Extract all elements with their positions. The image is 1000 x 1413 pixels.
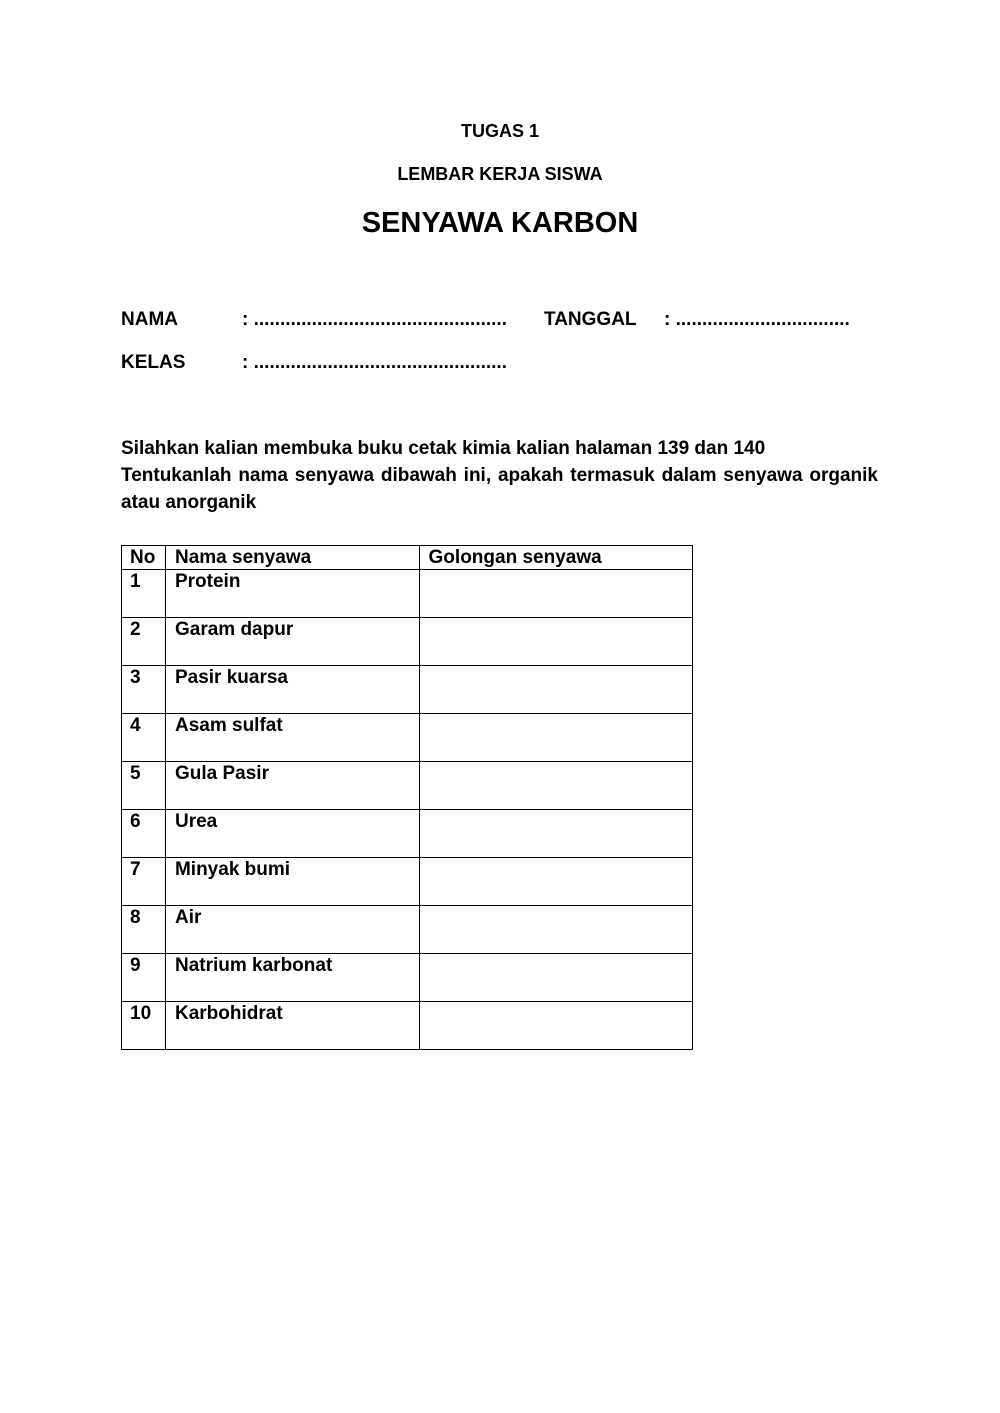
table-row xyxy=(122,954,693,1002)
kelas-field[interactable]: : ................................................ xyxy=(242,352,507,373)
table-row xyxy=(122,618,693,666)
page-title: SENYAWA KARBON xyxy=(361,207,639,239)
table-row xyxy=(122,810,693,858)
table-row xyxy=(122,1002,693,1050)
compound-group-cell[interactable] xyxy=(419,1002,692,1050)
row-number: 9 xyxy=(122,954,166,1002)
compound-name: Karbohidrat xyxy=(165,1002,419,1050)
tanggal-field[interactable]: : ................................. xyxy=(664,309,850,330)
compound-group-cell[interactable] xyxy=(419,954,692,1002)
compound-group-cell[interactable] xyxy=(419,762,692,810)
compound-name: Minyak bumi xyxy=(165,858,419,906)
table-row xyxy=(122,666,693,714)
table-row xyxy=(122,762,693,810)
table-row xyxy=(122,906,693,954)
assignment-number: TUGAS 1 xyxy=(460,121,539,141)
row-number: 7 xyxy=(122,858,166,906)
compound-name: Gula Pasir xyxy=(165,762,419,810)
compound-group-cell[interactable] xyxy=(419,906,692,954)
compound-name: Natrium karbonat xyxy=(165,954,419,1002)
compound-name: Asam sulfat xyxy=(165,714,419,762)
sheet-type: LEMBAR KERJA SISWA xyxy=(397,164,603,184)
header-golongan-senyawa: Golongan senyawa xyxy=(419,546,692,570)
compound-name: Protein xyxy=(165,570,419,618)
row-number: 1 xyxy=(122,570,166,618)
table-header-row xyxy=(122,546,693,570)
kelas-label: KELAS xyxy=(121,352,186,373)
compound-group-cell[interactable] xyxy=(419,858,692,906)
header-nama-senyawa: Nama senyawa xyxy=(165,546,419,570)
tanggal-label: TANGGAL xyxy=(544,309,637,330)
row-number: 6 xyxy=(122,810,166,858)
compound-name: Garam dapur xyxy=(165,618,419,666)
row-number: 8 xyxy=(122,906,166,954)
compound-name: Urea xyxy=(165,810,419,858)
nama-label: NAMA xyxy=(121,309,178,330)
compound-group-cell[interactable] xyxy=(419,810,692,858)
header-no: No xyxy=(122,546,166,570)
row-number: 3 xyxy=(122,666,166,714)
table-row xyxy=(122,714,693,762)
table-row xyxy=(122,570,693,618)
row-number: 5 xyxy=(122,762,166,810)
row-number: 10 xyxy=(122,1002,166,1050)
compound-name: Pasir kuarsa xyxy=(165,666,419,714)
table-row xyxy=(122,858,693,906)
compound-group-cell[interactable] xyxy=(419,570,692,618)
row-number: 4 xyxy=(122,714,166,762)
compound-name: Air xyxy=(165,906,419,954)
compound-group-cell[interactable] xyxy=(419,618,692,666)
compound-group-cell[interactable] xyxy=(419,666,692,714)
instruction-line-2: Tentukanlah nama senyawa dibawah ini, apakah termasuk dalam senyawa organik atau anorganik xyxy=(121,465,878,513)
worksheet-table xyxy=(121,545,693,1050)
compound-group-cell[interactable] xyxy=(419,714,692,762)
row-number: 2 xyxy=(122,618,166,666)
nama-field[interactable]: : ................................................ xyxy=(242,309,507,330)
instruction-line-1: Silahkan kalian membuka buku cetak kimia kalian halaman 139 dan 140 xyxy=(121,438,766,459)
